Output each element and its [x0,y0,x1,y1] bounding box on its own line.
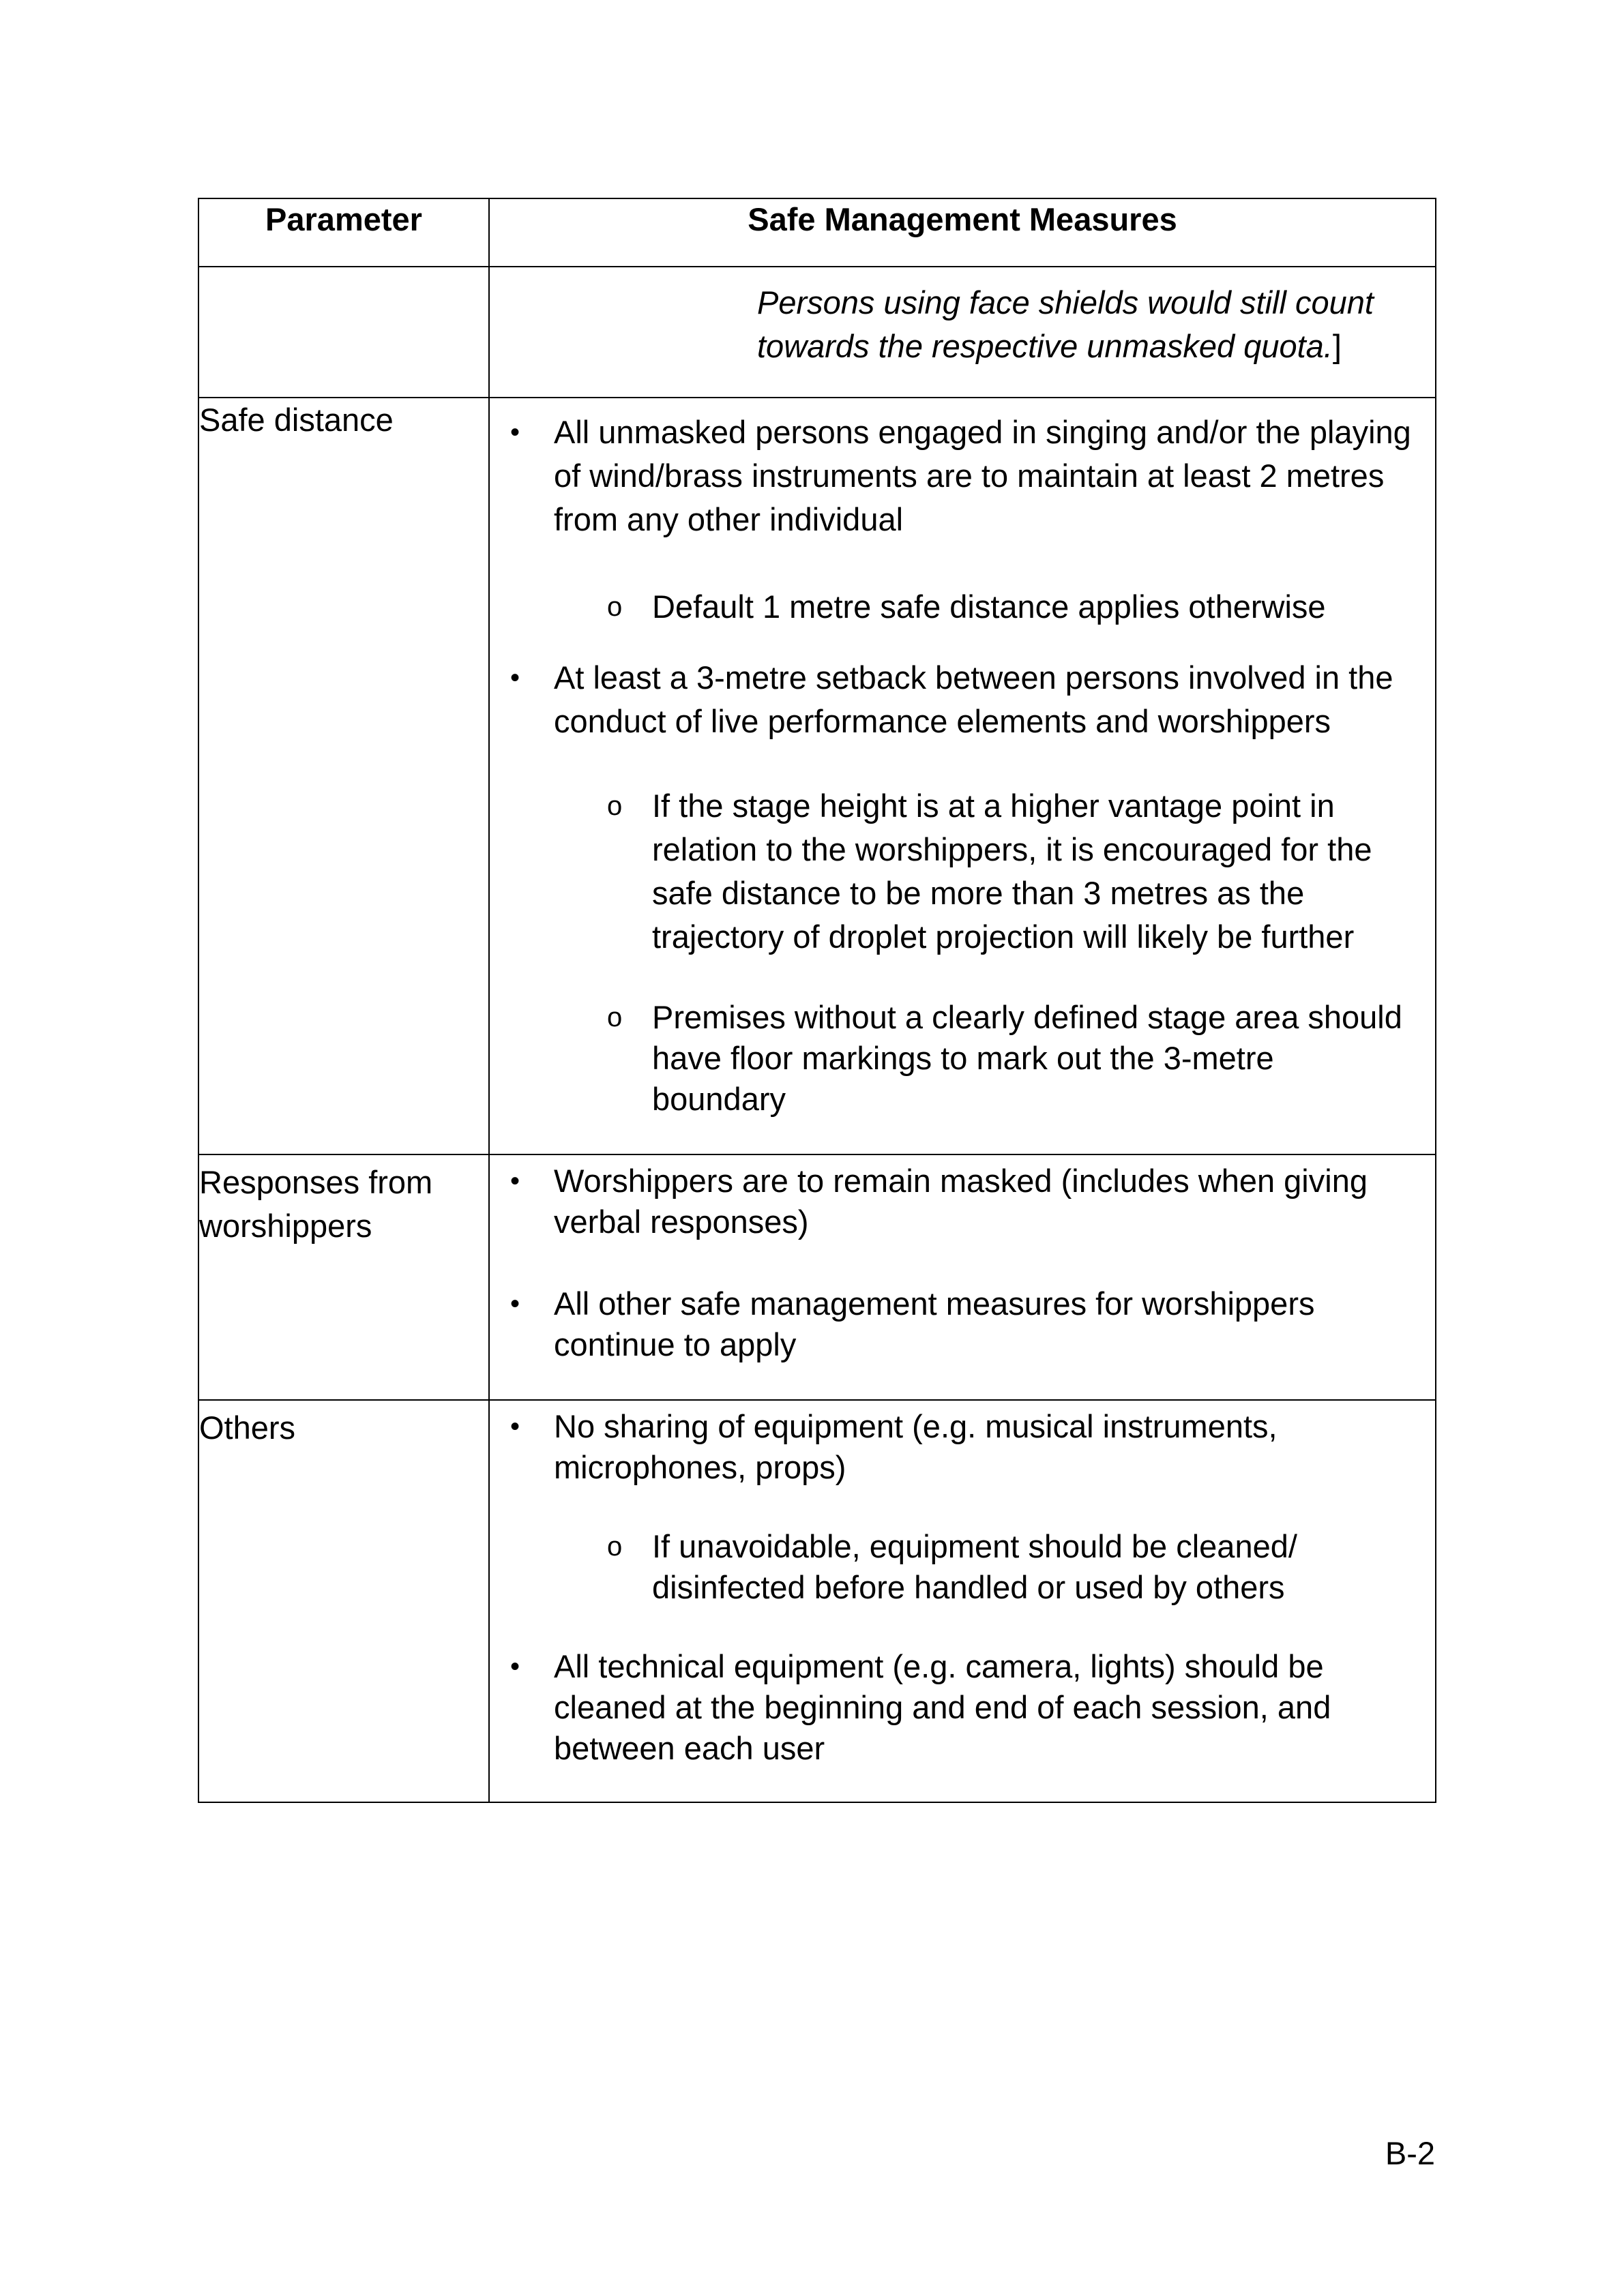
measures-others [489,1400,1436,1802]
header-parameter: Parameter [198,198,489,267]
bullet-marker: • [510,1412,520,1442]
continuation-measures-cell [489,267,1436,398]
table-row-continuation [198,267,1436,398]
page-number: B-2 [1385,2135,1435,2171]
subbullet-marker: o [607,1532,623,1562]
header-measures: Safe Management Measures [489,198,1436,267]
bullet-marker: • [510,1166,520,1196]
table-row [198,398,1436,1154]
list-item: • All technical equipment (e.g. camera, lights) should be cleaned at the beginning and end of each session, and between each user [490,1646,1435,1769]
bullet-marker: • [510,1289,520,1319]
table-row [198,1400,1436,1802]
safe-management-table [198,198,1436,1803]
bullet-marker: • [510,663,520,693]
table-row [198,1154,1436,1400]
sub-list-item: o If unavoidable, equipment should be cleaned/ disinfected before handled or used by others [490,1526,1435,1608]
subbullet-marker: o [607,1002,623,1032]
param-safe-distance: Safe distance [198,398,489,1154]
continuation-text: Persons using face shields would still count towards the respective unmasked quota.] [757,284,1374,364]
subbullet-marker: o [607,791,623,821]
sub-list-item: o If the stage height is at a higher vantage point in relation to the worshippers, it is encouraged for the safe distance to be more than 3 metres as the trajectory of droplet projection will likely be further [490,784,1435,959]
list-item: • All unmasked persons engaged in singing and/or the playing of wind/brass instruments are to maintain at least 2 metres from any other individual [490,411,1435,541]
continuation-param-cell [198,267,489,398]
list-item: • At least a 3-metre setback between persons involved in the conduct of live performance elements and worshippers [490,656,1435,743]
sub-list-item: o Premises without a clearly defined stage area should have floor markings to mark out the 3-metre boundary [490,997,1435,1120]
measures-safe-distance [489,398,1436,1154]
measures-responses [489,1154,1436,1400]
list-item: • Worshippers are to remain masked (includes when giving verbal responses) [490,1161,1435,1242]
list-item: • No sharing of equipment (e.g. musical instruments, microphones, props) [490,1406,1435,1488]
bullet-marker: • [510,1652,520,1682]
param-responses: Responses from worshippers [198,1154,489,1400]
table-header-row [198,198,1436,267]
subbullet-marker: o [607,592,623,622]
list-item: • All other safe management measures for worshippers continue to apply [490,1283,1435,1365]
bullet-marker: • [510,417,520,447]
sub-list-item: o Default 1 metre safe distance applies otherwise [490,585,1435,629]
param-others: Others [198,1400,489,1802]
